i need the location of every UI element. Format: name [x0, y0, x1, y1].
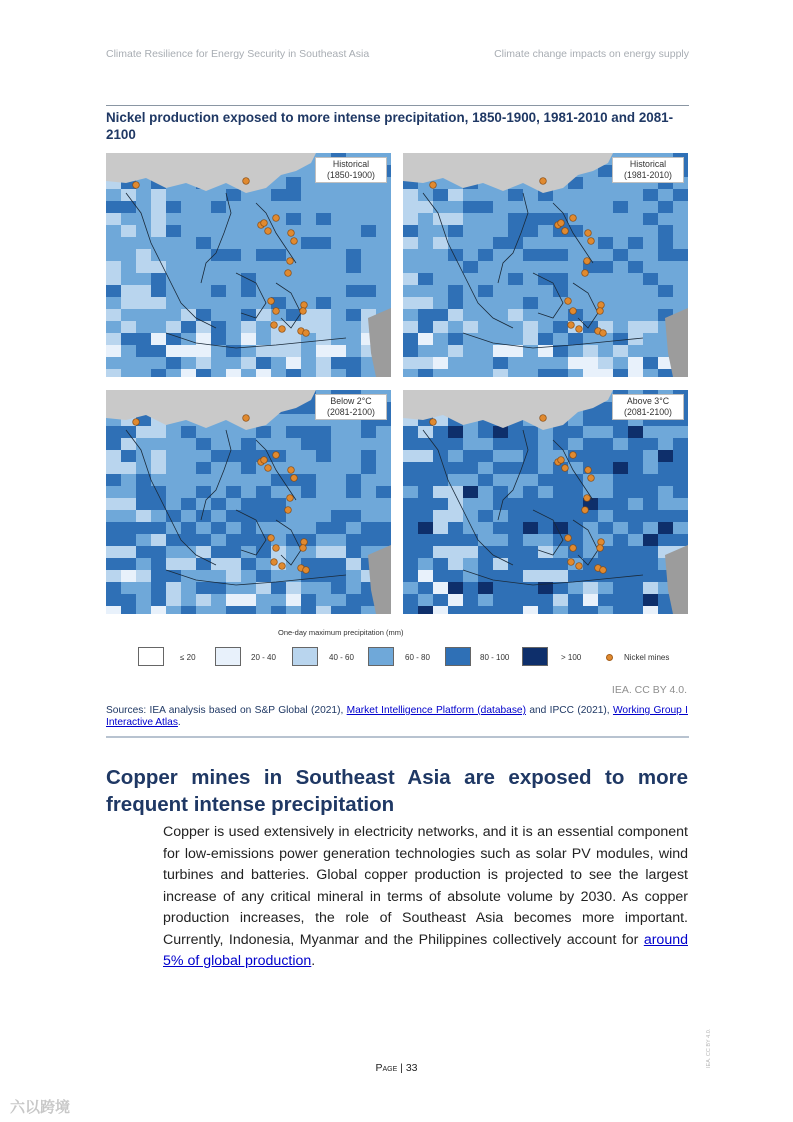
map-label	[315, 157, 387, 183]
nickel-mine-marker	[303, 567, 310, 574]
nickel-mine-marker	[273, 452, 280, 459]
map-label-line1: Historical	[332, 159, 370, 169]
map-label-line2: (1850-1900)	[327, 169, 375, 180]
nickel-mine-marker	[584, 495, 591, 502]
map-label-line1: Below 2°C	[330, 396, 372, 406]
nickel-mine-marker	[597, 545, 604, 552]
nickel-mine-marker	[597, 308, 604, 315]
figure-top-rule	[106, 105, 689, 106]
nickel-mine-marker	[287, 258, 294, 265]
nickel-mine-marker	[301, 302, 308, 309]
body-end: .	[311, 953, 316, 969]
map-panel-below-2c	[106, 390, 391, 614]
nickel-mine-marker	[598, 302, 605, 309]
section-heading: Copper mines in Southeast Asia are exposed to more frequent intense precipitation	[106, 766, 688, 816]
precipitation-map-graphic	[106, 153, 391, 377]
nickel-mine-marker	[288, 467, 295, 474]
map-label-line2: (2081-2100)	[327, 406, 375, 417]
legend-swatch-40-60	[292, 647, 318, 666]
nickel-mine-marker	[243, 415, 250, 422]
legend-label: 20 - 40	[251, 653, 276, 662]
nickel-mine-marker	[301, 539, 308, 546]
map-label	[315, 394, 387, 420]
side-credit: IEA. CC BY 4.0.	[706, 1028, 712, 1068]
map-panel-above-3c	[403, 390, 688, 614]
nickel-mine-marker	[582, 270, 589, 277]
page-footer	[0, 1062, 793, 1074]
legend-title: One-day maximum precipitation (mm)	[278, 628, 404, 637]
market-intelligence-link[interactable]: Market Intelligence Platform (database)	[346, 705, 526, 716]
nickel-mine-marker	[562, 465, 569, 472]
map-panel-historical-1981-2010	[403, 153, 688, 377]
legend-label-nickel-mines: Nickel mines	[624, 653, 670, 662]
sources-middle: and IPCC (2021),	[525, 705, 613, 716]
nickel-mine-marker	[558, 220, 565, 227]
nickel-mine-marker	[585, 230, 592, 237]
nickel-mine-marker	[265, 465, 272, 472]
nickel-mine-marker	[273, 545, 280, 552]
nickel-mine-marker	[568, 559, 575, 566]
nickel-mine-marker	[303, 330, 310, 337]
nickel-mine-marker	[279, 326, 286, 333]
nickel-mine-marker	[568, 322, 575, 329]
nickel-mine-marker	[598, 539, 605, 546]
legend-label: 40 - 60	[329, 653, 354, 662]
nickel-mine-marker	[540, 178, 547, 185]
nickel-mine-marker	[576, 563, 583, 570]
header-right: Climate change impacts on energy supply	[494, 48, 689, 60]
nickel-mine-marker	[588, 238, 595, 245]
precipitation-map-graphic	[106, 390, 391, 614]
ipcc-atlas-link[interactable]: Working Group I Interactive Atlas	[106, 705, 688, 728]
global-production-link[interactable]: around 5% of global production	[163, 931, 688, 969]
nickel-mine-marker	[133, 182, 140, 189]
nickel-mine-marker	[271, 559, 278, 566]
nickel-mine-marker	[570, 545, 577, 552]
nickel-mine-marker	[279, 563, 286, 570]
nickel-mine-legend-icon	[606, 654, 613, 661]
legend-label: > 100	[561, 653, 582, 662]
legend-label: ≤ 20	[180, 653, 196, 662]
map-panel-historical-1850-1900	[106, 153, 391, 377]
nickel-mine-marker	[271, 322, 278, 329]
sources-prefix: Sources: IEA analysis based on S&P Global (2021),	[106, 705, 347, 716]
nickel-mine-marker	[576, 326, 583, 333]
map-label-line2: (2081-2100)	[624, 406, 672, 417]
nickel-mine-marker	[562, 228, 569, 235]
nickel-mine-marker	[570, 215, 577, 222]
nickel-mine-marker	[558, 457, 565, 464]
page-number: 33	[405, 1062, 418, 1074]
nickel-mine-marker	[268, 298, 275, 305]
legend-swatch-le-20	[138, 647, 164, 666]
legend-label: 80 - 100	[480, 653, 510, 662]
legend-label: 60 - 80	[405, 653, 430, 662]
nickel-mine-marker	[585, 467, 592, 474]
nickel-mine-marker	[261, 220, 268, 227]
figure-sources	[106, 705, 688, 729]
figure-bottom-rule	[106, 736, 689, 738]
page-word: Page	[375, 1062, 398, 1074]
nickel-mine-marker	[261, 457, 268, 464]
nickel-mine-marker	[285, 270, 292, 277]
body-text: Copper is used extensively in electricity networks, and it is an essential component for low-emissions power generation technologies such as solar PV modules, wind turbines and batteries. Global copper production is projected to see the largest increase of any critical mineral in terms of absolute volume by 2030. As copper production increases, the role of Southeast Asia becomes more important. Currently, Indonesia, Myanmar and the Philippines collectively account for	[163, 824, 688, 948]
nickel-mine-marker	[243, 178, 250, 185]
nickel-mine-marker	[291, 475, 298, 482]
nickel-mine-marker	[570, 308, 577, 315]
legend-swatch-20-40	[215, 647, 241, 666]
nickel-mine-marker	[268, 535, 275, 542]
nickel-mine-marker	[584, 258, 591, 265]
map-label-line2: (1981-2010)	[624, 169, 672, 180]
nickel-mine-marker	[300, 545, 307, 552]
watermark-logo: 六以跨境	[10, 1099, 71, 1116]
nickel-mine-marker	[288, 230, 295, 237]
nickel-mine-marker	[287, 495, 294, 502]
header-left: Climate Resilience for Energy Security in Southeast Asia	[106, 48, 370, 60]
nickel-mine-marker	[133, 419, 140, 426]
nickel-mine-marker	[273, 215, 280, 222]
map-label-line1: Above 3°C	[626, 396, 670, 406]
nickel-mine-marker	[273, 308, 280, 315]
map-label	[612, 394, 684, 420]
map-label-line1: Historical	[629, 159, 667, 169]
nickel-mine-marker	[565, 298, 572, 305]
nickel-mine-marker	[540, 415, 547, 422]
nickel-mine-marker	[430, 419, 437, 426]
legend-swatch-gt-100	[522, 647, 548, 666]
nickel-mine-marker	[570, 452, 577, 459]
nickel-mine-marker	[300, 308, 307, 315]
nickel-mine-marker	[291, 238, 298, 245]
nickel-mine-marker	[600, 567, 607, 574]
legend-swatch-80-100	[445, 647, 471, 666]
nickel-mine-marker	[582, 507, 589, 514]
page-separator: |	[397, 1062, 406, 1074]
sources-suffix: .	[177, 717, 181, 728]
figure-credit: IEA. CC BY 4.0.	[611, 684, 687, 696]
nickel-mine-marker	[265, 228, 272, 235]
nickel-mine-marker	[588, 475, 595, 482]
body-paragraph	[163, 822, 688, 973]
nickel-mine-marker	[430, 182, 437, 189]
legend-swatch-60-80	[368, 647, 394, 666]
nickel-mine-marker	[285, 507, 292, 514]
nickel-mine-marker	[565, 535, 572, 542]
figure-title: Nickel production exposed to more intense precipitation, 1850-1900, 1981-2010 and 2081-2100	[106, 110, 674, 142]
precipitation-map-graphic	[403, 153, 688, 377]
precipitation-map-graphic	[403, 390, 688, 614]
map-label	[612, 157, 684, 183]
nickel-mine-marker	[600, 330, 607, 337]
